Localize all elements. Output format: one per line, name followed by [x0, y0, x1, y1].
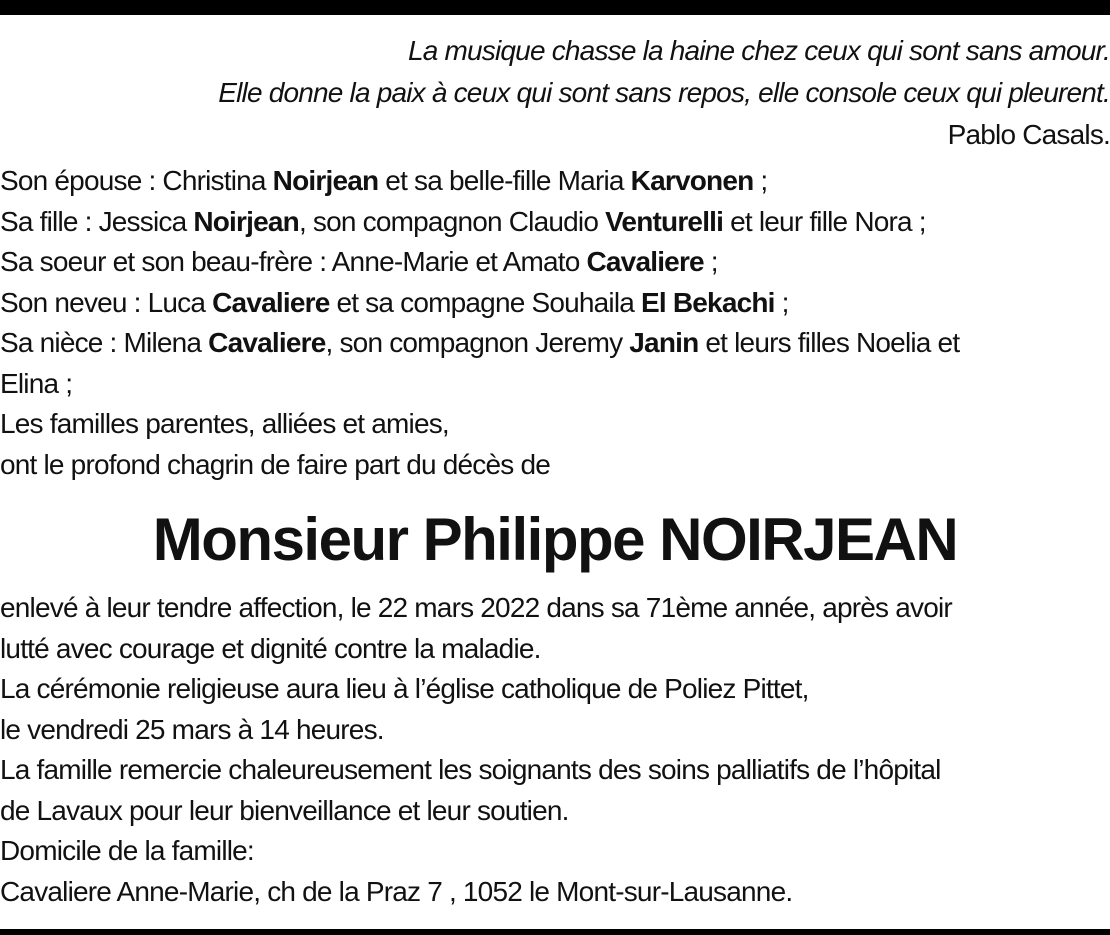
family-list — [0, 161, 1110, 485]
announcement-line: Cavaliere Anne-Marie, ch de la Praz 7 , 1052 le Mont-sur-Lausanne. — [0, 875, 793, 907]
family-line: Les familles parentes, alliées et amies, — [0, 408, 449, 439]
announcement-line: le vendredi 25 mars à 14 heures. — [0, 713, 384, 745]
family-line: Son épouse : Christina Noirjean et sa belle-fille Maria Karvonen ; — [0, 165, 768, 196]
family-line: Son neveu : Luca Cavaliere et sa compagne Souhaila El Bekachi ; — [0, 286, 789, 318]
surname: Cavaliere — [208, 327, 326, 358]
top-border-rule — [0, 0, 1110, 15]
announcement-text — [0, 588, 1110, 912]
quote-line: La musique chasse la haine chez ceux qui sont sans amour. — [407, 35, 1110, 66]
deceased-name: Monsieur Philippe NOIRJEAN — [152, 506, 958, 573]
epigraph-quote — [0, 30, 1110, 156]
family-line: Elina ; — [0, 367, 73, 399]
announcement-line: lutté avec courage et dignité contre la maladie. — [0, 632, 541, 664]
family-line: Sa nièce : Milena Cavaliere, son compagnon Jeremy Janin et leurs filles Noelia et — [0, 327, 960, 358]
surname: Cavaliere — [586, 246, 704, 277]
announcement-line: enlevé à leur tendre affection, le 22 mars 2022 dans sa 71ème année, après avoir — [0, 592, 952, 623]
bottom-border-rule — [0, 929, 1110, 935]
surname: Noirjean — [272, 165, 379, 196]
announcement-line: La cérémonie religieuse aura lieu à l’église catholique de Poliez Pittet, — [0, 673, 809, 704]
surname: El Bekachi — [641, 286, 775, 318]
surname: Venturelli — [605, 205, 724, 237]
family-line: ont le profond chagrin de faire part du décès de — [0, 448, 550, 480]
surname: Janin — [629, 327, 699, 358]
quote-author: Pablo Casals. — [947, 119, 1110, 150]
family-line: Sa soeur et son beau-frère : Anne-Marie et Amato Cavaliere ; — [0, 246, 718, 277]
announcement-line: La famille remercie chaleureusement les soignants des soins palliatifs de l’hôpital — [0, 754, 941, 785]
announcement-line: de Lavaux pour leur bienveillance et leur soutien. — [0, 794, 569, 826]
surname: Noirjean — [193, 205, 299, 237]
family-line: Sa fille : Jessica Noirjean, son compagnon Claudio Venturelli et leur fille Nora ; — [0, 205, 926, 237]
announcement-line: Domicile de la famille: — [0, 835, 254, 866]
quote-line: Elle donne la paix à ceux qui sont sans repos, elle console ceux qui pleurent. — [218, 77, 1110, 108]
surname: Karvonen — [630, 165, 754, 196]
surname: Cavaliere — [212, 286, 330, 318]
